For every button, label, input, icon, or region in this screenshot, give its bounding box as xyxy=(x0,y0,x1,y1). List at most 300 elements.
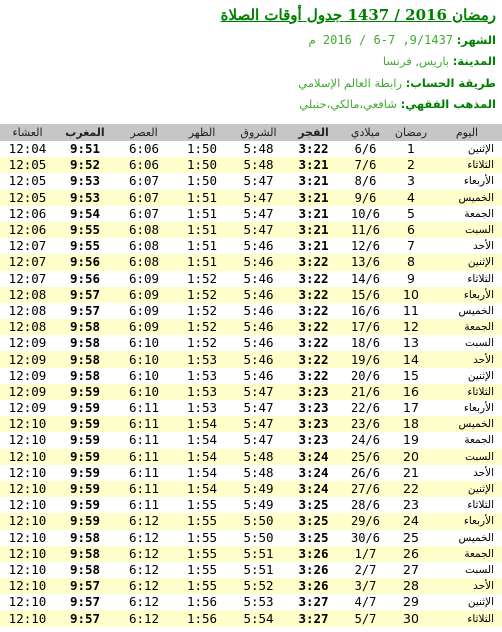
cell-maghrib: 9:59 xyxy=(55,481,115,497)
cell-dhuhr: 1:50 xyxy=(173,157,231,173)
cell-dhuhr: 1:50 xyxy=(173,173,231,189)
cell-fajr: 3:23 xyxy=(286,400,341,416)
cell-weekday: الخميس xyxy=(432,416,502,432)
table-row xyxy=(0,432,502,448)
cell-sunrise: 5:54 xyxy=(231,610,286,626)
cell-weekday: الأربعاء xyxy=(432,173,502,189)
cell-weekday: الإثنين xyxy=(432,368,502,384)
table-row xyxy=(0,157,502,173)
cell-fajr: 3:21 xyxy=(286,238,341,254)
cell-ramadan-day: 1 xyxy=(390,141,432,157)
cell-sunrise: 5:47 xyxy=(231,384,286,400)
method-info xyxy=(298,76,496,90)
cell-maghrib: 9:59 xyxy=(55,449,115,465)
month-value: 9/1437, 7-6 / 2016 م xyxy=(308,33,454,47)
cell-weekday: الأحد xyxy=(432,351,502,367)
cell-sunrise: 5:47 xyxy=(231,416,286,432)
header-dhuhr: الظهر xyxy=(173,124,231,141)
cell-fajr: 3:21 xyxy=(286,206,341,222)
cell-isha: 12:09 xyxy=(0,384,55,400)
cell-fajr: 3:24 xyxy=(286,465,341,481)
cell-gregorian: 23/6 xyxy=(341,416,390,432)
cell-isha: 12:10 xyxy=(0,416,55,432)
cell-ramadan-day: 28 xyxy=(390,578,432,594)
cell-maghrib: 9:58 xyxy=(55,546,115,562)
cell-isha: 12:07 xyxy=(0,238,55,254)
cell-asr: 6:09 xyxy=(115,319,173,335)
cell-asr: 6:11 xyxy=(115,416,173,432)
cell-sunrise: 5:51 xyxy=(231,562,286,578)
header-fajr: الفجر xyxy=(286,124,341,141)
table-row xyxy=(0,594,502,610)
cell-maghrib: 9:55 xyxy=(55,222,115,238)
cell-ramadan-day: 9 xyxy=(390,271,432,287)
cell-isha: 12:10 xyxy=(0,530,55,546)
cell-ramadan-day: 3 xyxy=(390,173,432,189)
cell-maghrib: 9:59 xyxy=(55,384,115,400)
cell-maghrib: 9:58 xyxy=(55,335,115,351)
cell-gregorian: 26/6 xyxy=(341,465,390,481)
table-row xyxy=(0,513,502,529)
cell-maghrib: 9:51 xyxy=(55,141,115,157)
cell-dhuhr: 1:54 xyxy=(173,449,231,465)
cell-weekday: الثلاثاء xyxy=(432,384,502,400)
cell-gregorian: 2/7 xyxy=(341,562,390,578)
cell-isha: 12:10 xyxy=(0,562,55,578)
cell-gregorian: 24/6 xyxy=(341,432,390,448)
cell-sunrise: 5:47 xyxy=(231,432,286,448)
cell-sunrise: 5:53 xyxy=(231,594,286,610)
cell-fajr: 3:25 xyxy=(286,497,341,513)
cell-maghrib: 9:59 xyxy=(55,513,115,529)
cell-weekday: الجمعة xyxy=(432,432,502,448)
method-value: رابطة العالم الإسلامي xyxy=(298,76,403,90)
cell-dhuhr: 1:53 xyxy=(173,351,231,367)
cell-asr: 6:11 xyxy=(115,400,173,416)
cell-asr: 6:11 xyxy=(115,449,173,465)
cell-ramadan-day: 17 xyxy=(390,400,432,416)
table-row xyxy=(0,562,502,578)
table-row xyxy=(0,254,502,270)
table-row xyxy=(0,400,502,416)
cell-dhuhr: 1:53 xyxy=(173,384,231,400)
cell-ramadan-day: 19 xyxy=(390,432,432,448)
table-row xyxy=(0,497,502,513)
cell-ramadan-day: 18 xyxy=(390,416,432,432)
cell-fajr: 3:24 xyxy=(286,481,341,497)
cell-sunrise: 5:47 xyxy=(231,222,286,238)
cell-dhuhr: 1:52 xyxy=(173,335,231,351)
table-row xyxy=(0,190,502,206)
cell-dhuhr: 1:52 xyxy=(173,287,231,303)
cell-maghrib: 9:59 xyxy=(55,497,115,513)
cell-gregorian: 3/7 xyxy=(341,578,390,594)
cell-ramadan-day: 15 xyxy=(390,368,432,384)
table-row xyxy=(0,530,502,546)
cell-isha: 12:05 xyxy=(0,173,55,189)
cell-weekday: الإثنين xyxy=(432,594,502,610)
city-info xyxy=(383,54,496,68)
cell-ramadan-day: 6 xyxy=(390,222,432,238)
cell-weekday: الجمعة xyxy=(432,546,502,562)
cell-weekday: الثلاثاء xyxy=(432,157,502,173)
cell-dhuhr: 1:52 xyxy=(173,303,231,319)
cell-sunrise: 5:48 xyxy=(231,157,286,173)
cell-isha: 12:08 xyxy=(0,287,55,303)
cell-asr: 6:10 xyxy=(115,335,173,351)
cell-weekday: الأحد xyxy=(432,465,502,481)
header-isha: العشاء xyxy=(0,124,55,141)
cell-sunrise: 5:46 xyxy=(231,351,286,367)
cell-fajr: 3:26 xyxy=(286,578,341,594)
cell-isha: 12:08 xyxy=(0,303,55,319)
cell-maghrib: 9:53 xyxy=(55,173,115,189)
cell-maghrib: 9:59 xyxy=(55,432,115,448)
table-row xyxy=(0,578,502,594)
cell-dhuhr: 1:52 xyxy=(173,319,231,335)
month-label: الشهر: xyxy=(456,33,496,47)
header-day: اليوم xyxy=(432,124,502,141)
cell-maghrib: 9:57 xyxy=(55,578,115,594)
cell-weekday: الثلاثاء xyxy=(432,271,502,287)
cell-dhuhr: 1:54 xyxy=(173,481,231,497)
cell-sunrise: 5:48 xyxy=(231,449,286,465)
cell-gregorian: 7/6 xyxy=(341,157,390,173)
cell-asr: 6:12 xyxy=(115,546,173,562)
cell-ramadan-day: 8 xyxy=(390,254,432,270)
table-row xyxy=(0,368,502,384)
cell-ramadan-day: 2 xyxy=(390,157,432,173)
table-row xyxy=(0,351,502,367)
cell-weekday: الجمعة xyxy=(432,206,502,222)
cell-asr: 6:12 xyxy=(115,513,173,529)
cell-isha: 12:07 xyxy=(0,254,55,270)
cell-dhuhr: 1:54 xyxy=(173,465,231,481)
cell-maghrib: 9:59 xyxy=(55,465,115,481)
cell-asr: 6:11 xyxy=(115,432,173,448)
cell-maghrib: 9:58 xyxy=(55,530,115,546)
cell-weekday: الخميس xyxy=(432,190,502,206)
cell-maghrib: 9:59 xyxy=(55,400,115,416)
cell-dhuhr: 1:55 xyxy=(173,578,231,594)
table-row xyxy=(0,287,502,303)
cell-maghrib: 9:58 xyxy=(55,562,115,578)
cell-fajr: 3:22 xyxy=(286,287,341,303)
cell-dhuhr: 1:55 xyxy=(173,513,231,529)
cell-maghrib: 9:57 xyxy=(55,610,115,626)
table-row xyxy=(0,271,502,287)
cell-gregorian: 27/6 xyxy=(341,481,390,497)
cell-sunrise: 5:50 xyxy=(231,530,286,546)
header-sunrise: الشروق xyxy=(231,124,286,141)
cell-sunrise: 5:47 xyxy=(231,190,286,206)
cell-ramadan-day: 14 xyxy=(390,351,432,367)
cell-ramadan-day: 20 xyxy=(390,449,432,465)
cell-isha: 12:10 xyxy=(0,449,55,465)
cell-asr: 6:12 xyxy=(115,594,173,610)
cell-fajr: 3:26 xyxy=(286,562,341,578)
cell-maghrib: 9:56 xyxy=(55,271,115,287)
cell-asr: 6:11 xyxy=(115,497,173,513)
cell-ramadan-day: 10 xyxy=(390,287,432,303)
cell-gregorian: 30/6 xyxy=(341,530,390,546)
cell-gregorian: 4/7 xyxy=(341,594,390,610)
madhab-info xyxy=(299,97,496,111)
cell-asr: 6:07 xyxy=(115,206,173,222)
cell-gregorian: 20/6 xyxy=(341,368,390,384)
cell-gregorian: 28/6 xyxy=(341,497,390,513)
cell-sunrise: 5:46 xyxy=(231,319,286,335)
cell-maghrib: 9:58 xyxy=(55,319,115,335)
cell-isha: 12:10 xyxy=(0,481,55,497)
cell-maghrib: 9:57 xyxy=(55,594,115,610)
table-row xyxy=(0,384,502,400)
cell-isha: 12:09 xyxy=(0,368,55,384)
table-row xyxy=(0,222,502,238)
cell-asr: 6:12 xyxy=(115,578,173,594)
madhab-value: شافعي،مالكي،حنبلي xyxy=(299,97,397,111)
cell-gregorian: 19/6 xyxy=(341,351,390,367)
cell-gregorian: 10/6 xyxy=(341,206,390,222)
page-title: رمضان 2016 / 1437 جدول أوقات الصلاة xyxy=(220,6,496,24)
cell-sunrise: 5:46 xyxy=(231,335,286,351)
header-ramadan: رمضان xyxy=(390,124,432,141)
cell-asr: 6:08 xyxy=(115,222,173,238)
cell-ramadan-day: 16 xyxy=(390,384,432,400)
cell-dhuhr: 1:55 xyxy=(173,562,231,578)
cell-asr: 6:10 xyxy=(115,351,173,367)
cell-isha: 12:08 xyxy=(0,319,55,335)
month-info xyxy=(308,33,496,47)
cell-gregorian: 5/7 xyxy=(341,610,390,626)
cell-isha: 12:07 xyxy=(0,271,55,287)
cell-maghrib: 9:52 xyxy=(55,157,115,173)
cell-gregorian: 13/6 xyxy=(341,254,390,270)
cell-gregorian: 29/6 xyxy=(341,513,390,529)
cell-weekday: الإثنين xyxy=(432,141,502,157)
cell-fajr: 3:23 xyxy=(286,416,341,432)
cell-ramadan-day: 25 xyxy=(390,530,432,546)
cell-ramadan-day: 22 xyxy=(390,481,432,497)
cell-asr: 6:09 xyxy=(115,271,173,287)
cell-fajr: 3:25 xyxy=(286,513,341,529)
cell-sunrise: 5:46 xyxy=(231,303,286,319)
cell-asr: 6:11 xyxy=(115,465,173,481)
cell-sunrise: 5:51 xyxy=(231,546,286,562)
table-row xyxy=(0,546,502,562)
cell-ramadan-day: 23 xyxy=(390,497,432,513)
cell-dhuhr: 1:53 xyxy=(173,368,231,384)
cell-sunrise: 5:48 xyxy=(231,141,286,157)
cell-fajr: 3:22 xyxy=(286,271,341,287)
table-row xyxy=(0,141,502,157)
cell-maghrib: 9:54 xyxy=(55,206,115,222)
table-row xyxy=(0,206,502,222)
cell-dhuhr: 1:55 xyxy=(173,546,231,562)
cell-isha: 12:10 xyxy=(0,594,55,610)
cell-sunrise: 5:46 xyxy=(231,254,286,270)
cell-ramadan-day: 24 xyxy=(390,513,432,529)
cell-weekday: الخميس xyxy=(432,303,502,319)
table-header-row xyxy=(0,124,502,141)
header-gregorian: ميلادي xyxy=(341,124,390,141)
cell-ramadan-day: 7 xyxy=(390,238,432,254)
cell-fajr: 3:21 xyxy=(286,222,341,238)
cell-fajr: 3:22 xyxy=(286,141,341,157)
cell-isha: 12:10 xyxy=(0,578,55,594)
cell-asr: 6:09 xyxy=(115,303,173,319)
cell-fajr: 3:27 xyxy=(286,594,341,610)
cell-sunrise: 5:49 xyxy=(231,497,286,513)
cell-weekday: الأحد xyxy=(432,578,502,594)
header-asr: العصر xyxy=(115,124,173,141)
cell-ramadan-day: 12 xyxy=(390,319,432,335)
cell-ramadan-day: 11 xyxy=(390,303,432,319)
cell-isha: 12:06 xyxy=(0,222,55,238)
cell-weekday: الأربعاء xyxy=(432,513,502,529)
cell-fajr: 3:27 xyxy=(286,610,341,626)
cell-asr: 6:11 xyxy=(115,481,173,497)
cell-isha: 12:09 xyxy=(0,351,55,367)
cell-gregorian: 8/6 xyxy=(341,173,390,189)
cell-dhuhr: 1:51 xyxy=(173,238,231,254)
cell-isha: 12:10 xyxy=(0,465,55,481)
cell-maghrib: 9:55 xyxy=(55,238,115,254)
table-row xyxy=(0,238,502,254)
table-row xyxy=(0,416,502,432)
cell-asr: 6:09 xyxy=(115,287,173,303)
table-row xyxy=(0,465,502,481)
cell-weekday: الأربعاء xyxy=(432,400,502,416)
cell-isha: 12:10 xyxy=(0,513,55,529)
cell-fajr: 3:22 xyxy=(286,319,341,335)
table-row xyxy=(0,335,502,351)
table-row xyxy=(0,481,502,497)
cell-ramadan-day: 13 xyxy=(390,335,432,351)
cell-isha: 12:10 xyxy=(0,610,55,626)
cell-weekday: الخميس xyxy=(432,530,502,546)
cell-dhuhr: 1:56 xyxy=(173,610,231,626)
table-row xyxy=(0,610,502,626)
cell-dhuhr: 1:51 xyxy=(173,190,231,206)
cell-isha: 12:04 xyxy=(0,141,55,157)
cell-sunrise: 5:48 xyxy=(231,465,286,481)
cell-gregorian: 22/6 xyxy=(341,400,390,416)
cell-sunrise: 5:46 xyxy=(231,238,286,254)
cell-sunrise: 5:47 xyxy=(231,206,286,222)
cell-gregorian: 21/6 xyxy=(341,384,390,400)
cell-weekday: الإثنين xyxy=(432,481,502,497)
cell-asr: 6:12 xyxy=(115,530,173,546)
cell-weekday: الثلاثاء xyxy=(432,497,502,513)
cell-gregorian: 11/6 xyxy=(341,222,390,238)
cell-ramadan-day: 4 xyxy=(390,190,432,206)
cell-isha: 12:05 xyxy=(0,157,55,173)
cell-maghrib: 9:58 xyxy=(55,351,115,367)
cell-sunrise: 5:50 xyxy=(231,513,286,529)
cell-sunrise: 5:47 xyxy=(231,400,286,416)
cell-weekday: الإثنين xyxy=(432,254,502,270)
cell-gregorian: 12/6 xyxy=(341,238,390,254)
cell-dhuhr: 1:53 xyxy=(173,400,231,416)
cell-isha: 12:05 xyxy=(0,190,55,206)
cell-gregorian: 18/6 xyxy=(341,335,390,351)
prayer-times-table xyxy=(0,124,502,627)
cell-gregorian: 1/7 xyxy=(341,546,390,562)
cell-fajr: 3:26 xyxy=(286,546,341,562)
cell-gregorian: 6/6 xyxy=(341,141,390,157)
cell-maghrib: 9:53 xyxy=(55,190,115,206)
city-value: باريس, فرنسا xyxy=(382,54,450,68)
cell-fajr: 3:21 xyxy=(286,173,341,189)
cell-dhuhr: 1:51 xyxy=(173,206,231,222)
cell-gregorian: 25/6 xyxy=(341,449,390,465)
cell-fajr: 3:23 xyxy=(286,384,341,400)
cell-ramadan-day: 26 xyxy=(390,546,432,562)
cell-gregorian: 14/6 xyxy=(341,271,390,287)
cell-ramadan-day: 21 xyxy=(390,465,432,481)
cell-fajr: 3:22 xyxy=(286,303,341,319)
cell-maghrib: 9:57 xyxy=(55,287,115,303)
cell-dhuhr: 1:55 xyxy=(173,530,231,546)
cell-isha: 12:09 xyxy=(0,335,55,351)
cell-maghrib: 9:57 xyxy=(55,303,115,319)
cell-fajr: 3:21 xyxy=(286,157,341,173)
cell-isha: 12:10 xyxy=(0,432,55,448)
header-maghrib: المغرب xyxy=(55,124,115,141)
madhab-label: المذهب الفقهي: xyxy=(400,97,496,111)
cell-dhuhr: 1:54 xyxy=(173,432,231,448)
table-row xyxy=(0,303,502,319)
table-body xyxy=(0,141,502,627)
cell-fajr: 3:22 xyxy=(286,351,341,367)
cell-ramadan-day: 27 xyxy=(390,562,432,578)
cell-maghrib: 9:56 xyxy=(55,254,115,270)
cell-gregorian: 15/6 xyxy=(341,287,390,303)
cell-asr: 6:08 xyxy=(115,238,173,254)
cell-ramadan-day: 30 xyxy=(390,610,432,626)
cell-asr: 6:08 xyxy=(115,254,173,270)
cell-asr: 6:06 xyxy=(115,157,173,173)
table-row xyxy=(0,319,502,335)
cell-weekday: السبت xyxy=(432,562,502,578)
table-row xyxy=(0,173,502,189)
cell-fajr: 3:22 xyxy=(286,335,341,351)
cell-maghrib: 9:58 xyxy=(55,368,115,384)
cell-ramadan-day: 5 xyxy=(390,206,432,222)
cell-asr: 6:07 xyxy=(115,173,173,189)
cell-weekday: الأحد xyxy=(432,238,502,254)
cell-isha: 12:10 xyxy=(0,497,55,513)
cell-sunrise: 5:49 xyxy=(231,481,286,497)
cell-weekday: الثلاثاء xyxy=(432,610,502,626)
method-label: طريقة الحساب: xyxy=(405,76,496,90)
table-row xyxy=(0,449,502,465)
cell-maghrib: 9:59 xyxy=(55,416,115,432)
cell-gregorian: 17/6 xyxy=(341,319,390,335)
cell-dhuhr: 1:52 xyxy=(173,271,231,287)
cell-weekday: السبت xyxy=(432,449,502,465)
cell-fajr: 3:21 xyxy=(286,190,341,206)
cell-weekday: الأربعاء xyxy=(432,287,502,303)
cell-fajr: 3:22 xyxy=(286,254,341,270)
cell-asr: 6:10 xyxy=(115,384,173,400)
cell-asr: 6:06 xyxy=(115,141,173,157)
cell-sunrise: 5:52 xyxy=(231,578,286,594)
cell-dhuhr: 1:55 xyxy=(173,497,231,513)
cell-gregorian: 9/6 xyxy=(341,190,390,206)
cell-isha: 12:09 xyxy=(0,400,55,416)
